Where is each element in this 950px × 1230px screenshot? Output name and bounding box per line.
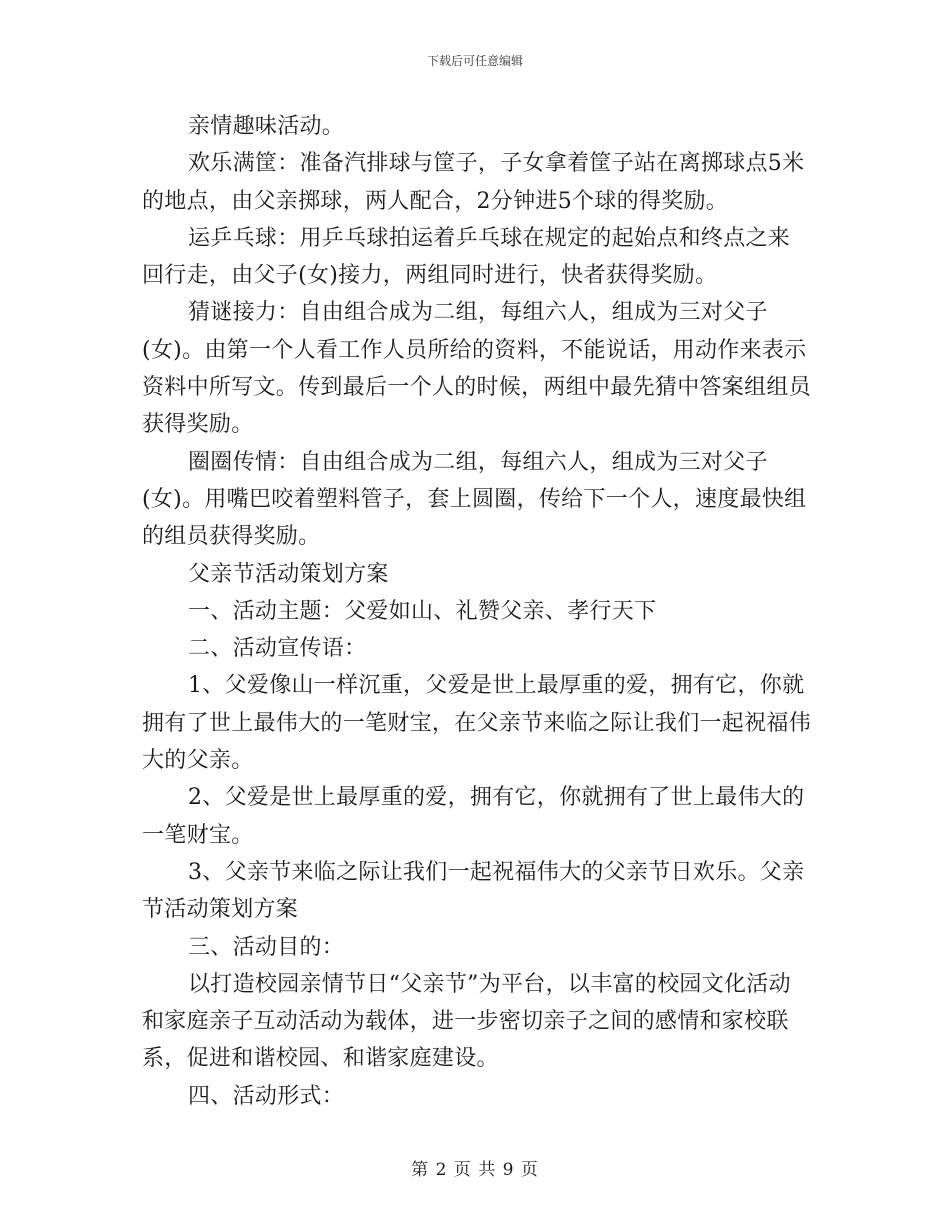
paragraph: 2、父爱是世上最厚重的爱，拥有它，你就拥有了世上最伟大的一笔财宝。 bbox=[142, 785, 805, 848]
paragraph: 1、父爱像山一样沉重，父爱是世上最厚重的爱，拥有它，你就拥有了世上最伟大的一笔财宝，在父亲节来临之际让我们一起祝福伟大的父亲。 bbox=[142, 673, 812, 774]
paragraph: 二、活动宣传语： bbox=[188, 636, 367, 662]
paragraph: 欢乐满筐：准备汽排球与筐子，子女拿着筐子站在离掷球点5米的地点，由父亲掷球，两人配合，2分钟进5个球的得奖励。 bbox=[142, 151, 805, 214]
paragraph: 3、父亲节来临之际让我们一起祝福伟大的父亲节日欢乐。父亲节活动策划方案 bbox=[142, 859, 805, 923]
paragraph: 猜谜接力：自由组合成为二组，每组六人，组成为三对父子(女)。由第一个人看工作人员所给的资料，不能说话，用动作来表示资料中所写文。传到最后一个人的时候，两组中最先猜中答案组组员获得奖励。 bbox=[142, 300, 812, 438]
paragraph: 运乒乓球：用乒乓球拍运着乒乓球在规定的起始点和终点之来回行走，由父子(女)接力，两组同时进行，快者获得奖励。 bbox=[142, 225, 791, 289]
section-title: 父亲节活动策划方案 bbox=[188, 561, 389, 587]
paragraph: 以打造校园亲情节日“父亲节”为平台，以丰富的校园文化活动和家庭亲子互动活动为载体，进一步密切亲子之间的感情和家校联系，促进和谐校园、和谐家庭建设。 bbox=[142, 971, 791, 1072]
page-number: 第 2 页 共 9 页 bbox=[411, 1160, 539, 1180]
document-body bbox=[142, 108, 812, 1115]
paragraph: 四、活动形式： bbox=[188, 1083, 345, 1109]
page-header: 下载后可任意编辑 bbox=[426, 54, 523, 68]
paragraph: 三、活动目的： bbox=[188, 934, 345, 960]
paragraph: 亲情趣味活动。 bbox=[188, 114, 345, 139]
paragraph: 一、活动主题：父爱如山、礼赞父亲、孝行天下 bbox=[188, 598, 657, 624]
paragraph: 圈圈传情：自由组合成为二组，每组六人，组成为三对父子(女)。用嘴巴咬着塑料管子，套上圆圈，传给下一个人，速度最快组的组员获得奖励。 bbox=[142, 449, 807, 550]
